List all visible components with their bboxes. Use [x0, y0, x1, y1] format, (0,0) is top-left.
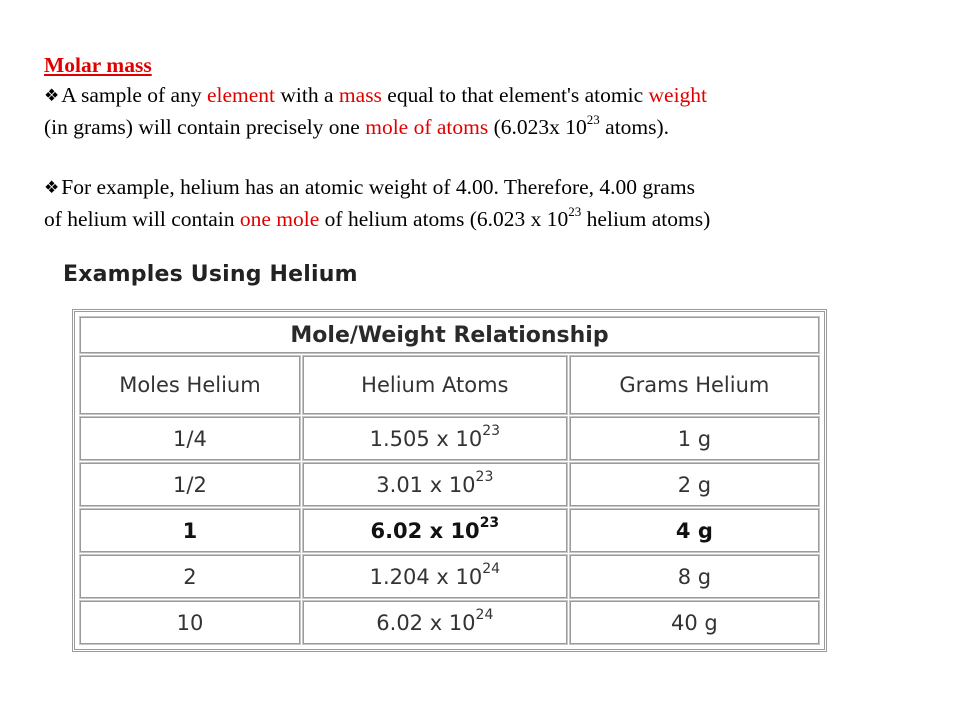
moles-cell: 1/4	[80, 417, 300, 460]
grams-cell: 1 g	[570, 417, 819, 460]
grams-cell: 4 g	[570, 509, 819, 552]
grams-cell: 2 g	[570, 463, 819, 506]
paragraph-2-line-1: ❖For example, helium has an atomic weight of 4.00. Therefore, 4.00 grams	[44, 175, 695, 199]
column-header: Grams Helium	[570, 356, 819, 414]
table-row	[80, 555, 819, 598]
figure-caption: Examples Using Helium	[63, 262, 358, 287]
atoms-cell: 6.02 x $10^{24}$	[303, 601, 567, 644]
diamond-bullet-icon: ❖	[44, 86, 60, 105]
column-header: Moles Helium	[80, 356, 300, 414]
slide-title: Molar mass	[44, 53, 152, 77]
table-row	[80, 417, 819, 460]
diamond-bullet-icon: ❖	[44, 178, 60, 197]
atoms-cell: 1.505 x $10^{23}$	[303, 417, 567, 460]
helium-figure	[60, 262, 840, 635]
grams-cell: 40 g	[570, 601, 819, 644]
slide-text	[44, 50, 904, 234]
column-header: Helium Atoms	[303, 356, 567, 414]
moles-cell: 10	[80, 601, 300, 644]
paragraph-2-line-2: of helium will contain one mole of helium atoms (6.023 x $10^{23}$ helium atoms)	[44, 203, 711, 231]
atoms-cell: 6.02 x $10^{23}$	[303, 509, 567, 552]
table-row	[80, 601, 819, 644]
paragraph-1-line-1: ❖A sample of any element with a mass equal to that element's atomic weight	[44, 83, 708, 107]
table-row-highlighted	[80, 509, 819, 552]
mole-weight-table	[77, 314, 822, 647]
table-row	[80, 463, 819, 506]
atoms-cell: 1.204 x $10^{24}$	[303, 555, 567, 598]
table-title: Mole/Weight Relationship	[80, 317, 819, 353]
paragraph-1-line-2: (in grams) will contain precisely one mole of atoms (6.023x $10^{23}$ atoms).	[44, 111, 670, 139]
atoms-cell: 3.01 x $10^{23}$	[303, 463, 567, 506]
moles-cell: 2	[80, 555, 300, 598]
grams-cell: 8 g	[570, 555, 819, 598]
moles-cell: 1	[80, 509, 300, 552]
mole-weight-table-frame	[72, 309, 827, 652]
moles-cell: 1/2	[80, 463, 300, 506]
table-header-row	[80, 356, 819, 414]
